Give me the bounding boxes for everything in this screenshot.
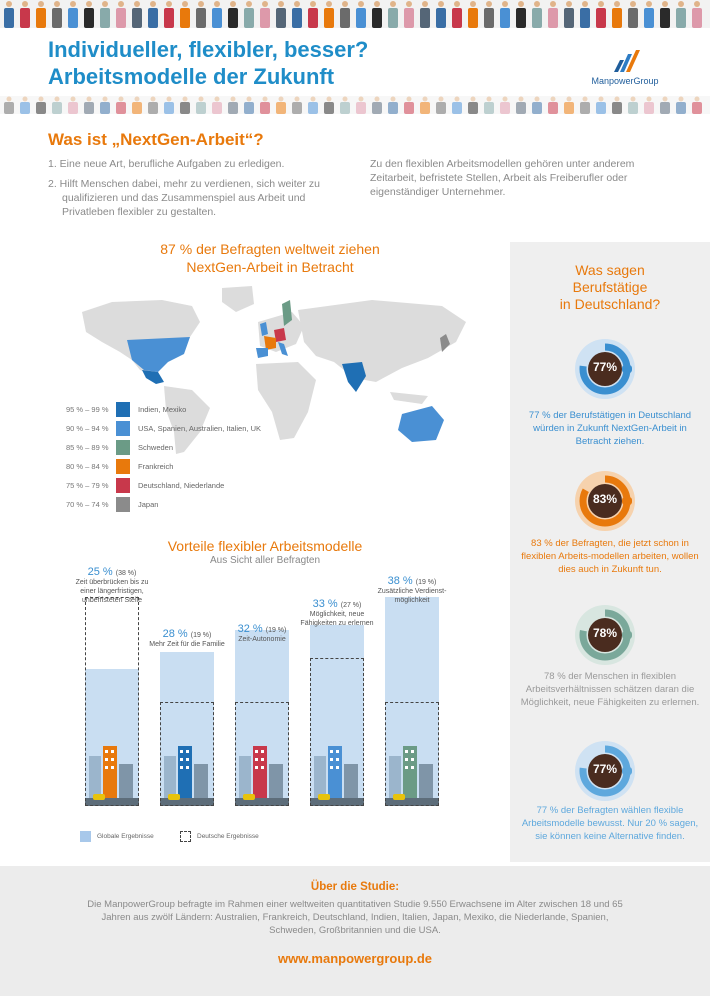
people-crowd-illustration-lower [0, 96, 710, 114]
legend-swatch [116, 421, 130, 436]
stat-value: 78% [592, 626, 618, 640]
german-value: (19 %) [265, 627, 287, 634]
study-description: Die ManpowerGroup befragte im Rahmen einer weltweiten quantitativen Studie 9.550 Erwachsene im Alter zwischen 18 und 65 Jahren aus zwölf Ländern: Australien, Frankreich, Deutschland, Indien, Italien, Japan, Mexiko, die Niederlande, Spanien, Schweden, Großbritannien und die USA. [87, 899, 623, 936]
map-legend [66, 400, 261, 514]
legend-range: 95 % – 99 % [66, 405, 109, 414]
benefits-title: Vorteile flexibler Arbeitsmodelle [167, 538, 363, 554]
global-value: 25 % [87, 566, 113, 578]
germany-panel-title [510, 262, 710, 313]
stat-description: 78 % der Menschen in flexiblen Arbeitsverhältnissen schätzen daran die Möglichkeit, neue Fähigkeiten zu erlernen. [520, 671, 700, 708]
legend-label: Japan [138, 500, 159, 509]
panel-title-line-2: Berufstätige [572, 279, 648, 295]
page-title [48, 36, 368, 90]
legend-range: 85 % – 89 % [66, 443, 109, 452]
bar-label [367, 577, 457, 605]
benefit-text: Möglichkeit, neue Fähigkeiten zu erlernen [300, 611, 374, 627]
legend-german [180, 831, 259, 842]
bar-pct [367, 577, 457, 587]
legend-range: 70 % – 74 % [66, 500, 109, 509]
legend-global-label: Globale Ergebnisse [97, 833, 154, 840]
map-title [120, 240, 420, 276]
benefit-text: Zeit überbrücken bis zu einer längerfristigen, unbefristeten Stelle [75, 579, 149, 604]
stat-value: 77% [592, 762, 618, 776]
bar-pct [67, 568, 157, 578]
nextgen-definition-list [48, 157, 348, 225]
legend-row [66, 419, 261, 438]
stat-description: 77 % der Befragten wählen flexible Arbeitsmodelle bewusst. Nur 20 % sagen, sie können keine Alternative finden. [521, 805, 699, 842]
global-value: 28 % [162, 628, 188, 640]
map-title-line-2: NextGen-Arbeit in Betracht [186, 259, 354, 275]
legend-range: 90 % – 94 % [66, 424, 109, 433]
title-line-1: Individueller, flexibler, besser? [48, 37, 369, 62]
map-country-spain [256, 348, 268, 358]
german-value: (38 %) [115, 570, 137, 577]
map-region-africa [256, 362, 316, 440]
global-value: 33 % [312, 598, 338, 610]
german-value: (19 %) [190, 632, 212, 639]
panel-title-line-3: in Deutschland? [559, 296, 661, 312]
map-country-mexico [142, 370, 164, 384]
legend-row [66, 400, 261, 419]
bar-german [385, 702, 439, 807]
list-item: 1. Eine neue Art, berufliche Aufgaben zu erledigen. [48, 158, 285, 170]
bar-german [235, 702, 289, 807]
people-illustration-strip [0, 0, 710, 28]
logo-text: ManpowerGroup [591, 76, 659, 86]
title-line-2: Arbeitsmodelle der Zukunft [48, 64, 335, 89]
legend-label: Schweden [138, 443, 174, 452]
legend-swatch [116, 440, 130, 455]
global-value: 38 % [387, 575, 413, 587]
bar-german [160, 702, 214, 807]
german-value: (19 %) [415, 579, 437, 586]
list-item: 2. Hilft Menschen dabei, mehr zu verdienen, sich weiter zu qualifizieren und das Zusammenspiel aus Arbeit und Privatleben flexibler zu gestalten. [48, 178, 320, 218]
section-title-nextgen: Was ist „NextGen-Arbeit“? [48, 130, 264, 149]
benefits-subtitle: Aus Sicht aller Befragten [209, 555, 321, 566]
people-illustration-strip-lower [0, 96, 710, 114]
website-link[interactable]: www.manpowergroup.de [277, 951, 433, 966]
bar-german [85, 597, 139, 806]
stat-value: 77% [592, 360, 618, 374]
german-value: (27 %) [340, 602, 362, 609]
bar-label [67, 568, 157, 605]
bar-german [310, 658, 364, 807]
legend-swatch [116, 497, 130, 512]
legend-row [66, 476, 261, 495]
map-country-france [264, 336, 276, 350]
legend-range: 80 % – 84 % [66, 462, 109, 471]
legend-label: Frankreich [138, 462, 174, 471]
map-country-usa [127, 337, 190, 372]
map-country-india [342, 362, 366, 392]
flexible-models-description: Zu den flexiblen Arbeitsmodellen gehören unter anderem Zeitarbeit, befristete Stellen, Arbeit als Freiberufler oder eigenständiger Unternehmer. [370, 158, 635, 198]
legend-row [66, 495, 261, 514]
legend-global [80, 831, 154, 842]
legend-swatch [116, 478, 130, 493]
legend-german-label: Deutsche Ergebnisse [197, 833, 259, 840]
map-region-greenland [222, 286, 254, 312]
stat-description: 77 % der Berufstätigen in Deutschland würden in Zukunft NextGen-Arbeit in Betracht ziehen. [528, 410, 692, 447]
legend-global-swatch [80, 831, 91, 842]
benefit-text: Zusätzliche Verdienst-möglichkeit [377, 588, 447, 604]
legend-row [66, 438, 261, 457]
benefit-text: Zeit-Autonomie [238, 636, 286, 643]
legend-label: Indien, Mexiko [138, 405, 187, 414]
map-title-line-1: 87 % der Befragten weltweit ziehen [160, 241, 380, 257]
legend-range: 75 % – 79 % [66, 481, 109, 490]
stat-value: 83% [592, 492, 618, 506]
legend-label: USA, Spanien, Australien, Italien, UK [138, 424, 261, 433]
map-country-australia [398, 406, 444, 442]
panel-title-line-1: Was sagen [575, 262, 645, 278]
legend-row [66, 457, 261, 476]
benefit-text: Mehr Zeit für die Familie [149, 641, 225, 648]
stat-description: 83 % der Befragten, die jetzt schon in flexiblen Arbeits-modellen arbeiten, wollen dies auch in Zukunft tun. [521, 538, 699, 575]
study-title: Über die Studie: [310, 881, 400, 893]
map-region-indonesia [390, 392, 428, 404]
legend-swatch [116, 402, 130, 417]
legend-german-swatch [180, 831, 191, 842]
legend-swatch [116, 459, 130, 474]
legend-label: Deutschland, Niederlande [138, 481, 225, 490]
global-value: 32 % [237, 623, 263, 635]
people-crowd-illustration [0, 0, 710, 28]
